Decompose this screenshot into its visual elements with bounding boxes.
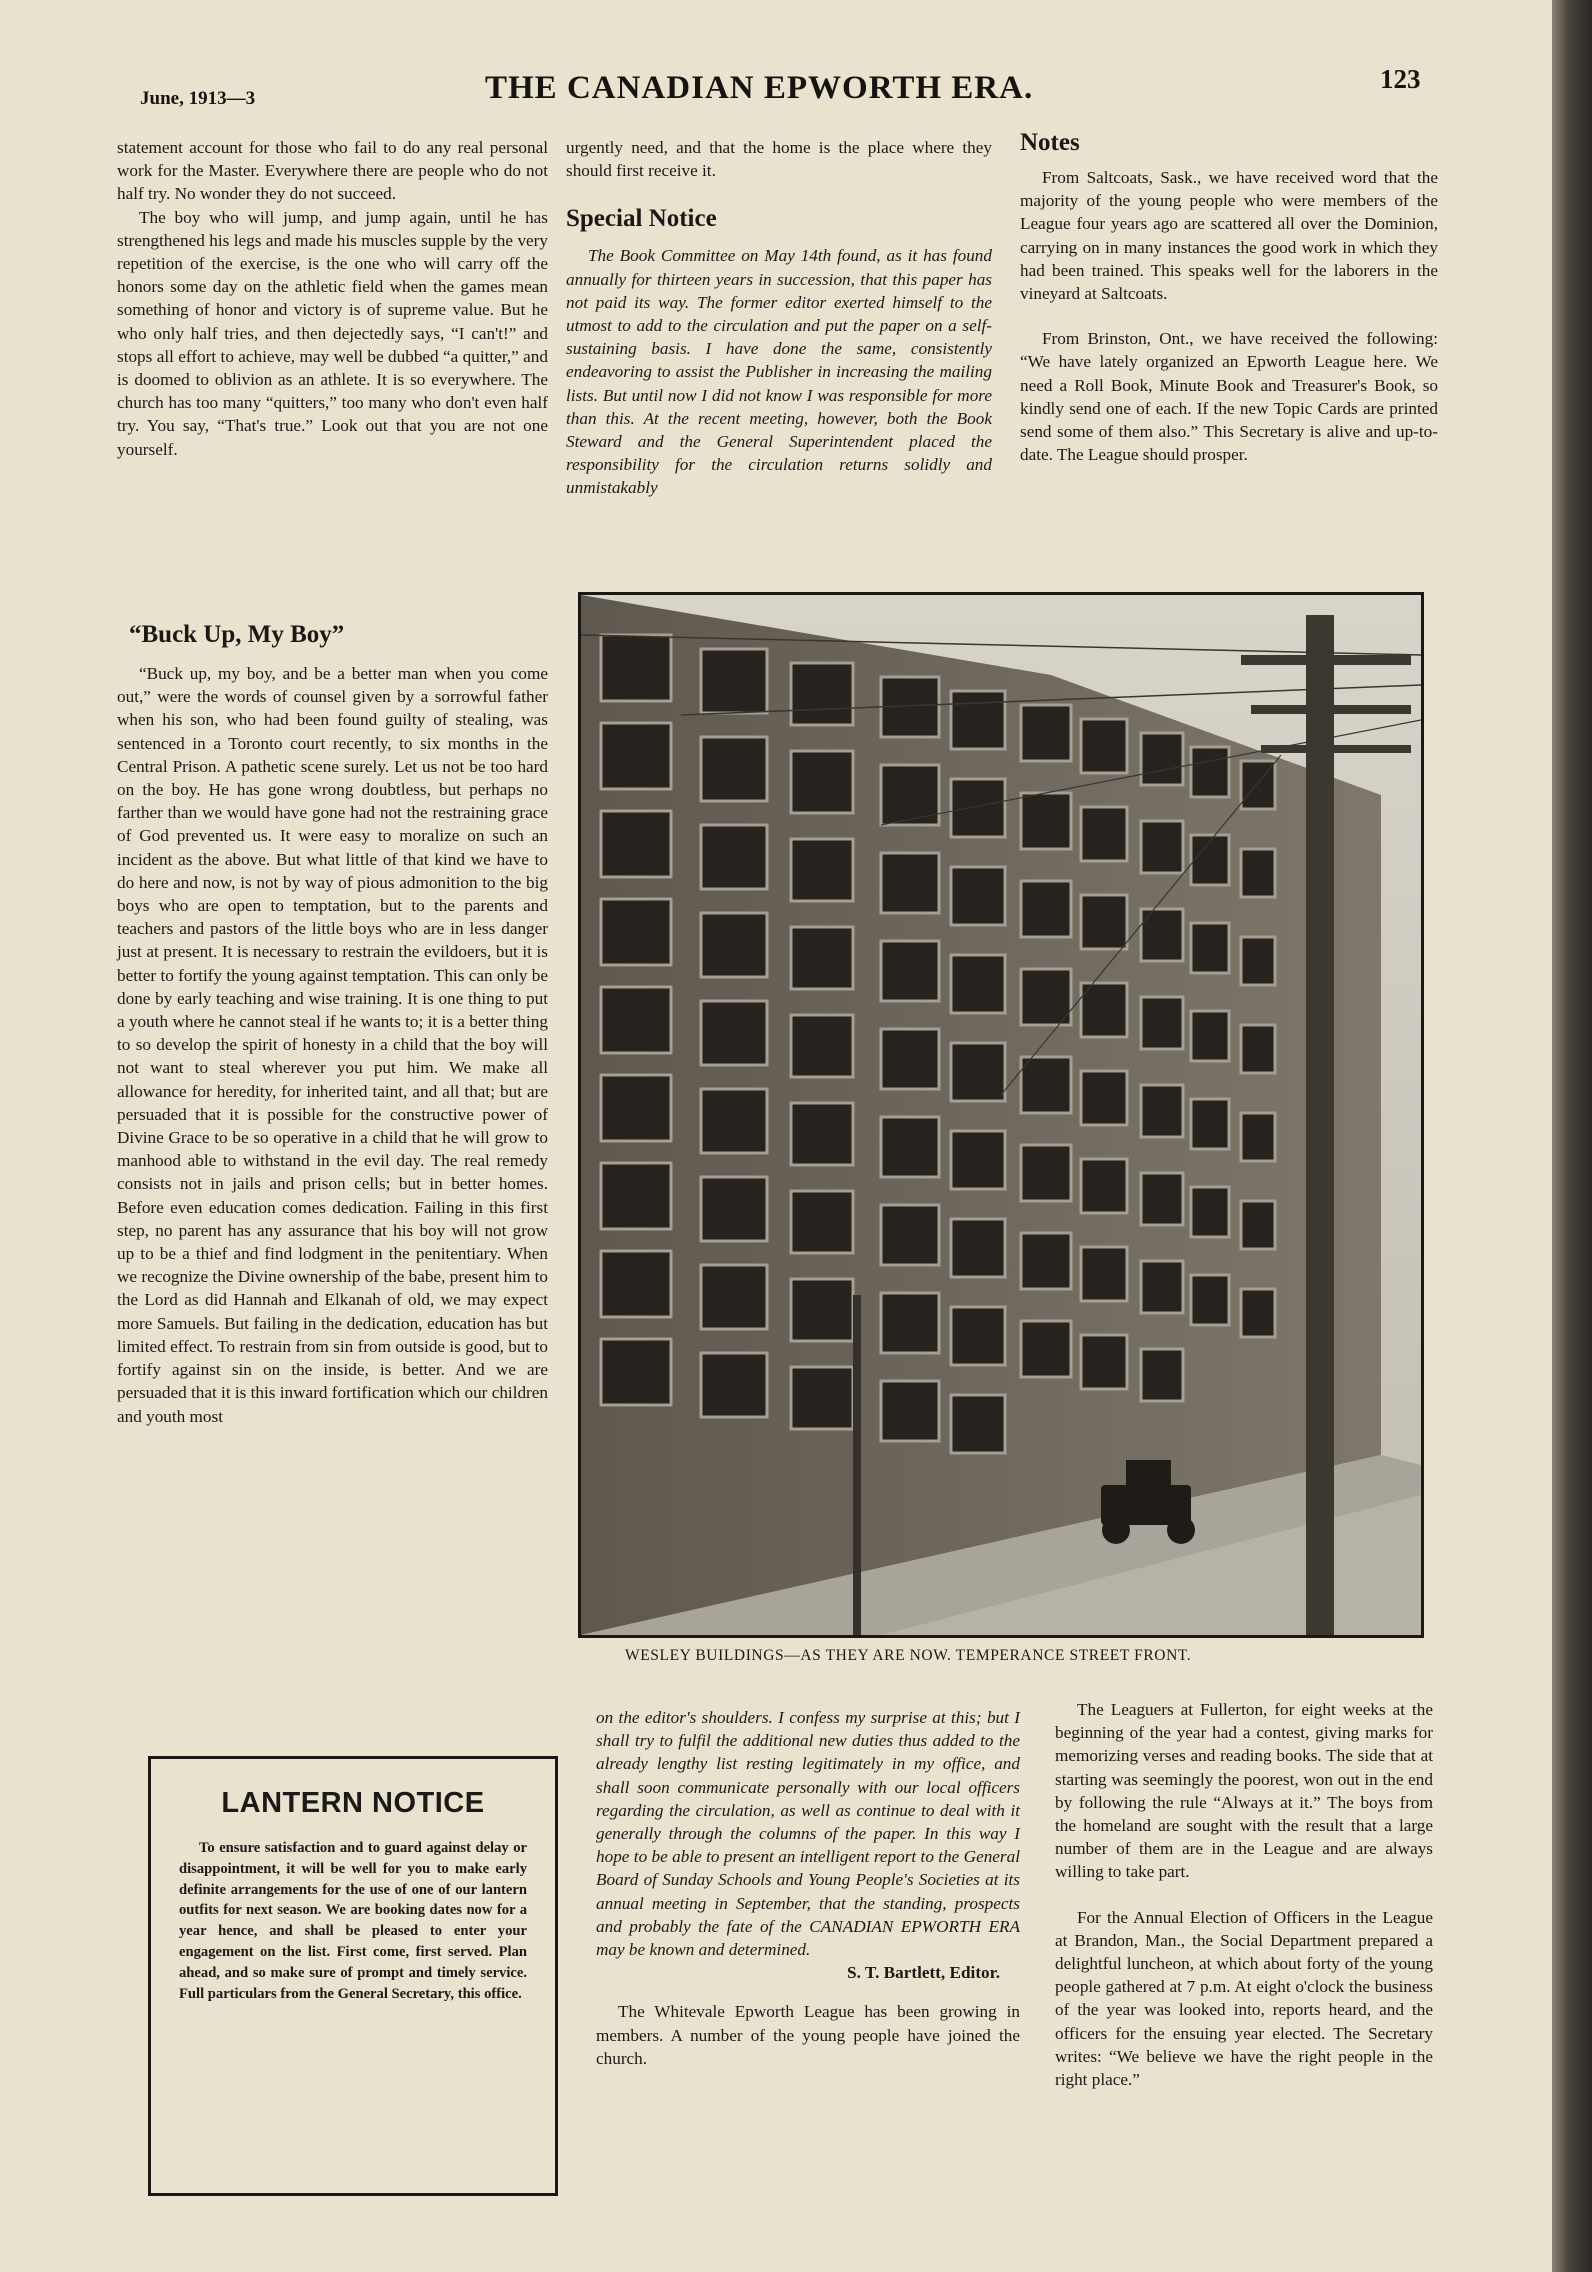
photo-wesley-buildings [578, 592, 1424, 1638]
building-window [601, 723, 671, 789]
building-window [1081, 1335, 1127, 1389]
editor-signature: S. T. Bartlett, Editor. [847, 1963, 1000, 1983]
building-window [1141, 733, 1183, 785]
building-window [881, 1117, 939, 1177]
issue-date: June, 1913—3 [140, 88, 256, 109]
special-notice-body: The Book Committee on May 14th found, as it has found annually for thirteen years in succession, that this paper has not paid its way. The former editor exerted himself to the utmost to add to the circulation and put the paper on a self-sustaining basis. I have done the same, consistently endeavoring to assist the Publisher in increasing the mailing lists. But until now I did not know I was responsible for more than this. At the recent meeting, however, both the Book Steward and the General Superintendent placed the responsibility for the circulation returns solidly and unmistakably [566, 246, 992, 498]
building-window [1021, 1057, 1071, 1113]
building-window [1141, 1085, 1183, 1137]
building-window [951, 1219, 1005, 1277]
building-window [1021, 881, 1071, 937]
lantern-notice-body: To ensure satisfaction and to guard against delay or disappointment, it will be well for you to make early definite arrangements for the use of one of our lantern outfits for next season. We are booking dates now for a year hence, and shall be pleased to enter your engagement on the list. First come, first served. Plan ahead, and so make sure of prompt and timely service. Full particulars from the General Secretary, this office. [179, 1840, 527, 2002]
building-window [1021, 1233, 1071, 1289]
column-right-top [1020, 128, 1438, 466]
building-window [601, 1251, 671, 1317]
building-window [601, 899, 671, 965]
building-window [951, 1131, 1005, 1189]
lantern-notice-title: LANTERN NOTICE [221, 1787, 485, 1819]
building-window [1021, 1321, 1071, 1377]
building-window [1241, 1113, 1275, 1161]
building-window [1191, 835, 1229, 885]
building-window [1021, 793, 1071, 849]
building-photograph [581, 595, 1421, 1635]
building-window [791, 1279, 853, 1341]
column-middle-bottom [596, 1706, 1020, 2070]
page-number: 123 [1380, 64, 1421, 94]
paragraph-boy-jump: The boy who will jump, and jump again, until he has strengthened his legs and made his muscles supple by the very repetition of the exercise, is the one who will carry off the honors some day on the athletic field when the games mean something of honor and victory is of supreme value. But he who only half tries, and then dejectedly says, “I can't!” and stops all effort to achieve, may well be dubbed “a quitter,” and is doomed to oblivion as an athlete. It is so everywhere. The church has too many “quitters,” too many who don't even half try. You say, “That's true.” Look out that you are not one yourself. [117, 207, 548, 459]
photo-caption: WESLEY BUILDINGS—AS THEY ARE NOW. TEMPERANCE STREET FRONT. [625, 1647, 1192, 1664]
building-window [1081, 1159, 1127, 1213]
building-window [951, 779, 1005, 837]
building-window [881, 1381, 939, 1441]
article-body: “Buck up, my boy, and be a better man when you come out,” were the words of counsel given by a sorrowful father when his son, who had been found guilty of stealing, was sentenced in a Toronto court recently, to six months in the Central Prison. A pathetic scene surely. Let us not be too hard on the boy. He has gone wrong doubtless, but perhaps no farther than we would have gone had not the restraining grace of God prevented us. It were easy to moralize on such an incident as the above. But what little of that kind we have to do here and now, is not by way of pious admonition to the big boys who are open to temptation, but to the parents and teachers and pastors of the little boys who are in less danger just at present. It is necessary to restrain the evildoers, but it is better to fortify the young against temptation. This can only be done by early teaching and wise training. It is one thing to put a youth where he cannot steal if he wants to; it is a better thing to so develop the spirit of honesty in a child that the boy will not want to steal wherever you put him. We make all allowance for heredity, for inherited taint, and all that; but are persuaded that it is possible for the constructive power of Divine Grace to be so operative in a child that he will grow to manhood able to withstand in the evil day. The real remedy consists not in jails and prison cells; but in better homes. Before even education comes dedication. Failing in this first step, no parent has any assurance that his boy will not grow up to be a thief and find lodgment in the penitentiary. When we recognize the Divine ownership of the babe, present him to the Lord as did Hannah and Elkanah of old, we may expect more Samuels. But failing in the dedication, education has but limited effect. To restrain from sin from outside is good, but to fortify against sin on the inside, is better. And we are persuaded that it is this inward fortification which our children and youth most [117, 664, 549, 1426]
building-window [791, 1103, 853, 1165]
building-window [1191, 1275, 1229, 1325]
building-window [881, 1205, 939, 1265]
article-heading: “Buck Up, My Boy” [129, 621, 345, 648]
building-window [701, 1001, 767, 1065]
building-window [1241, 937, 1275, 985]
building-window [791, 751, 853, 813]
building-window [1241, 1201, 1275, 1249]
building-window [951, 955, 1005, 1013]
lantern-notice-box [148, 1756, 558, 2196]
building-window [1021, 1145, 1071, 1201]
building-window [701, 1177, 767, 1241]
continuation-text: urgently need, and that the home is the place where they should first receive it. [566, 138, 992, 181]
building-window [701, 1089, 767, 1153]
building-window [951, 867, 1005, 925]
publication-title: THE CANADIAN EPWORTH ERA. [485, 70, 1034, 106]
column-right-bottom [1055, 1698, 1433, 2091]
building-window [1141, 1173, 1183, 1225]
building-window [791, 1015, 853, 1077]
fullerton-note: The Leaguers at Fullerton, for eight weeks at the beginning of the year had a contest, giving marks for memorizing verses and reading books. The side that at starting was seemingly the poorest, won out in the end by following the rule “Always at it.” The boys from the homeland are sought with the result that a large number of them are in the League and are always willing to take part. [1055, 1700, 1433, 1882]
building-window [881, 941, 939, 1001]
notes-brinston: From Brinston, Ont., we have received the following: “We have lately organized an Epworth League here. We need a Roll Book, Minute Book and Treasurer's Book, so kindly send one of each. If the new Topic Cards are printed send some of them also.” This Secretary is alive and up-to-date. The League should prosper. [1020, 329, 1438, 465]
building-window [951, 1043, 1005, 1101]
notes-heading: Notes [1020, 129, 1080, 156]
building-window [1021, 969, 1071, 1025]
building-window [701, 649, 767, 713]
building-window [791, 663, 853, 725]
special-notice-continued: on the editor's shoulders. I confess my surprise at this; but I shall try to fulfil the additional new duties thus added to the already lengthy list resting legitimately in my office, and shall soon communicate personally with our local officers regarding the circulation, as well as continue to deal with it generally through the columns of the paper. In this way I hope to be able to present an intelligent report to the General Board of Sunday Schools and Young People's Societies at its annual meeting in September, that the standing, prospects and probably the fate of the CANADIAN EPWORTH ERA may be known and determined. [596, 1708, 1020, 1960]
building-window [1241, 1025, 1275, 1073]
building-window [1081, 895, 1127, 949]
building-window [1191, 747, 1229, 797]
building-window [601, 1163, 671, 1229]
building-window [701, 737, 767, 801]
building-window [701, 1265, 767, 1329]
building-window [601, 987, 671, 1053]
building-window [701, 825, 767, 889]
building-window [601, 1339, 671, 1405]
building-window [1141, 997, 1183, 1049]
building-window [1081, 1247, 1127, 1301]
building-window [1081, 807, 1127, 861]
building-window [881, 853, 939, 913]
building-window [1191, 923, 1229, 973]
column-left-top [117, 136, 548, 461]
building-window [951, 1307, 1005, 1365]
building-window [881, 1029, 939, 1089]
building-window [601, 1075, 671, 1141]
special-notice-heading: Special Notice [566, 205, 717, 233]
building-window [1021, 705, 1071, 761]
building-window [791, 1191, 853, 1253]
building-window [1241, 1289, 1275, 1337]
building-window [701, 1353, 767, 1417]
building-window [1191, 1099, 1229, 1149]
article-buck-up [117, 620, 548, 1428]
building-window [1081, 719, 1127, 773]
notes-saltcoats: From Saltcoats, Sask., we have received word that the majority of the young people who were members of the League four years ago are scattered all over the Dominion, carrying on in many instances the good work in which they had been trained. This speaks well for the laborers in the vineyard at Saltcoats. [1020, 168, 1438, 304]
building-window [881, 1293, 939, 1353]
building-window [1141, 1261, 1183, 1313]
whitevale-note: The Whitevale Epworth League has been growing in members. A number of the young people have joined the church. [596, 2002, 1020, 2068]
building-window [601, 635, 671, 701]
building-window [951, 691, 1005, 749]
brandon-note: For the Annual Election of Officers in the League at Brandon, Man., the Social Department prepared a delightful luncheon, at which about forty of the young people gathered at 7 p.m. At eight o'clock the business of the year was looked into, reports heard, and the officers for the ensuing year elected. The Secretary writes: “We believe we have the right people in the right place.” [1055, 1907, 1433, 2090]
building-window [791, 839, 853, 901]
building-window [601, 811, 671, 877]
building-window [1141, 1349, 1183, 1401]
building-window [701, 913, 767, 977]
book-spine-edge [1552, 0, 1592, 2272]
building-window [1081, 983, 1127, 1037]
building-window [1241, 849, 1275, 897]
building-window [951, 1395, 1005, 1453]
paragraph-statement: statement account for those who fail to do any real personal work for the Master. Everywhere there are people who do not half try. No wonder they do not succeed. [117, 138, 548, 204]
building-window [1191, 1187, 1229, 1237]
building-window [791, 927, 853, 989]
column-middle-top [566, 136, 992, 500]
building-window [1191, 1011, 1229, 1061]
building-window [791, 1367, 853, 1429]
building-window [1141, 821, 1183, 873]
building-window [1081, 1071, 1127, 1125]
